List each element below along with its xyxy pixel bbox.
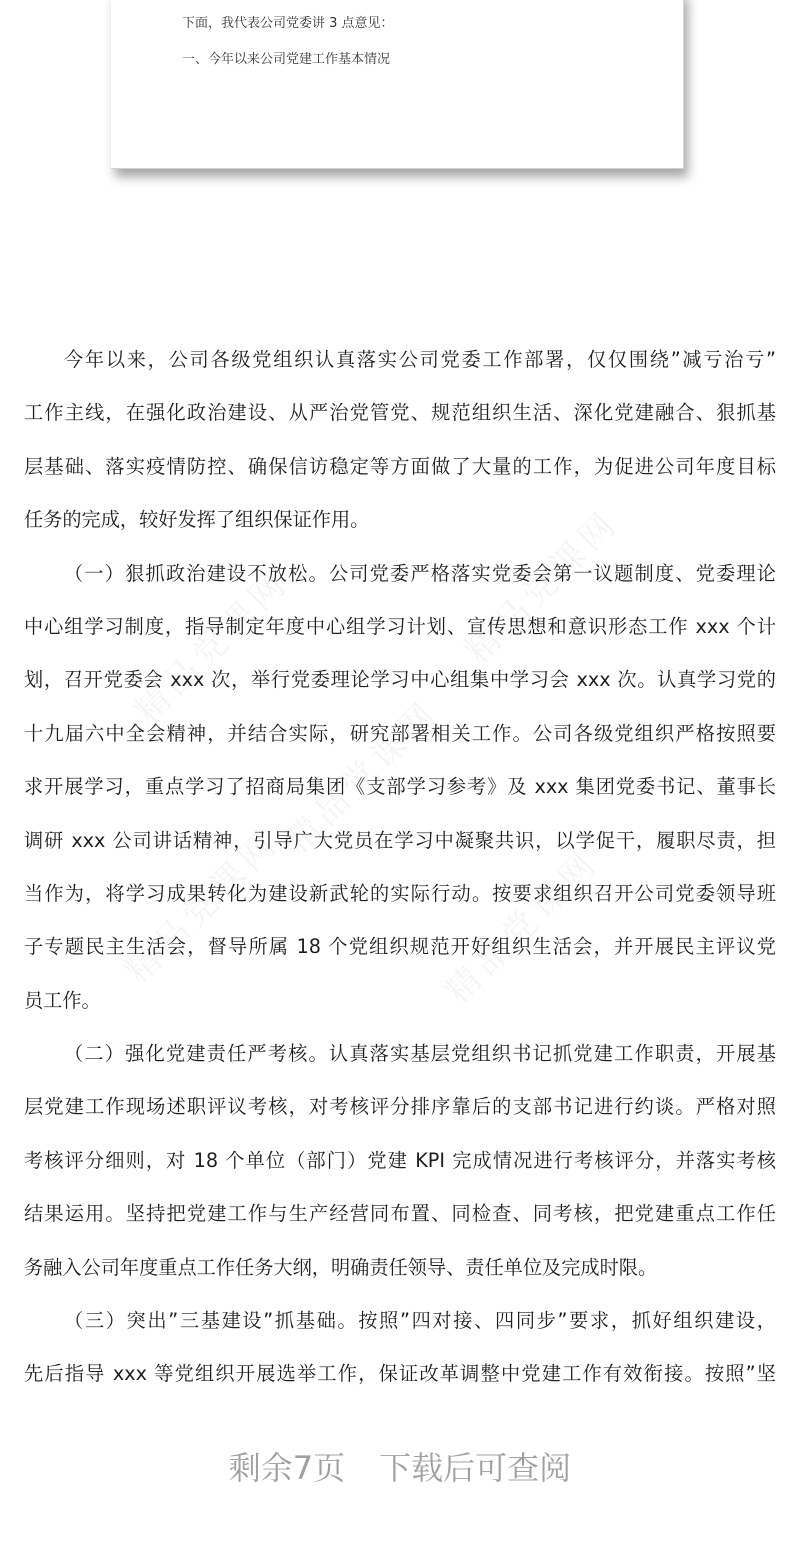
text-line: 当作为，将学习成果转化为建设新武轮的实际行动。按要求组织召开公司党委领导班 bbox=[24, 881, 776, 905]
paragraph-responsibility-assessment bbox=[24, 1027, 776, 1294]
paragraph-political-construction bbox=[24, 547, 776, 1028]
paragraph-three-basics bbox=[24, 1294, 776, 1401]
text-line: 划，召开党委会 xxx 次，举行党委理论学习中心组集中学习会 xxx 次。认真学习党的 bbox=[24, 668, 776, 692]
preview-line-intro: 下面，我代表公司党委讲 3 点意见： bbox=[182, 16, 394, 31]
remaining-pages-label: 剩余7页 bbox=[228, 1449, 346, 1487]
text-line: （二）强化党建责任严考核。认真落实基层党组织书记抓党建工作职责，开展基 bbox=[64, 1042, 776, 1066]
text-line: 员工作。 bbox=[24, 988, 101, 1012]
preview-line-heading: 一、今年以来公司党建工作基本情况 bbox=[182, 52, 391, 67]
text-line: 务融入公司年度重点工作任务大纲，明确责任领导、责任单位及完成时限。 bbox=[24, 1255, 658, 1279]
text-line: 今年以来，公司各级党组织认真落实公司党委工作部署，仅仅围绕”减亏治亏” bbox=[64, 348, 776, 371]
text-line: 先后指导 xxx 等党组织开展选举工作，保证改革调整中党建工作有效衔接。按照”坚 bbox=[24, 1362, 776, 1386]
text-line: （一）狠抓政治建设不放松。公司党委严格落实党委会第一议题制度、党委理论 bbox=[64, 561, 776, 585]
text-line: （三）突出”三基建设”抓基础。按照”四对接、四同步”要求，抓好组织建设， bbox=[64, 1309, 776, 1333]
text-line: 子专题民主生活会，督导所属 18 个党组织规范开好组织生活会，并开展民主评议党 bbox=[24, 935, 776, 959]
text-line: 调研 xxx 公司讲话精神，引导广大党员在学习中凝聚共识，以学促干，履职尽责，担 bbox=[24, 828, 776, 852]
download-to-read-banner[interactable] bbox=[0, 1443, 800, 1489]
download-prompt-label: 下载后可查阅 bbox=[379, 1449, 572, 1487]
paragraph-overview bbox=[24, 333, 776, 547]
text-line: 任务的完成，较好发挥了组织保证作用。 bbox=[24, 508, 370, 532]
text-line: 中心组学习制度，指导制定年度中心组学习计划、宣传思想和意识形态工作 xxx 个计 bbox=[24, 614, 776, 638]
text-line: 求开展学习，重点学习了招商局集团《支部学习参考》及 xxx 集团党委书记、董事长 bbox=[24, 775, 776, 799]
text-line: 层基础、落实疫情防控、确保信访稳定等方面做了大量的工作，为促进公司年度目标 bbox=[24, 454, 776, 478]
text-line: 十九届六中全会精神，并结合实际，研究部署相关工作。公司各级党组织严格按照要 bbox=[24, 721, 776, 745]
text-line: 工作主线，在强化政治建设、从严治党管党、规范组织生活、深化党建融合、狠抓基 bbox=[24, 401, 776, 425]
text-line: 层党建工作现场述职评议考核，对考核评分排序靠后的支部书记进行约谈。严格对照 bbox=[24, 1095, 776, 1119]
document-preview-page bbox=[111, 0, 684, 169]
document-body bbox=[24, 333, 776, 1401]
text-line: 考核评分细则，对 18 个单位（部门）党建 KPI 完成情况进行考核评分，并落实考核 bbox=[24, 1148, 776, 1172]
text-line: 结果运用。坚持把党建工作与生产经营同布置、同检查、同考核，把党建重点工作任 bbox=[24, 1202, 776, 1226]
